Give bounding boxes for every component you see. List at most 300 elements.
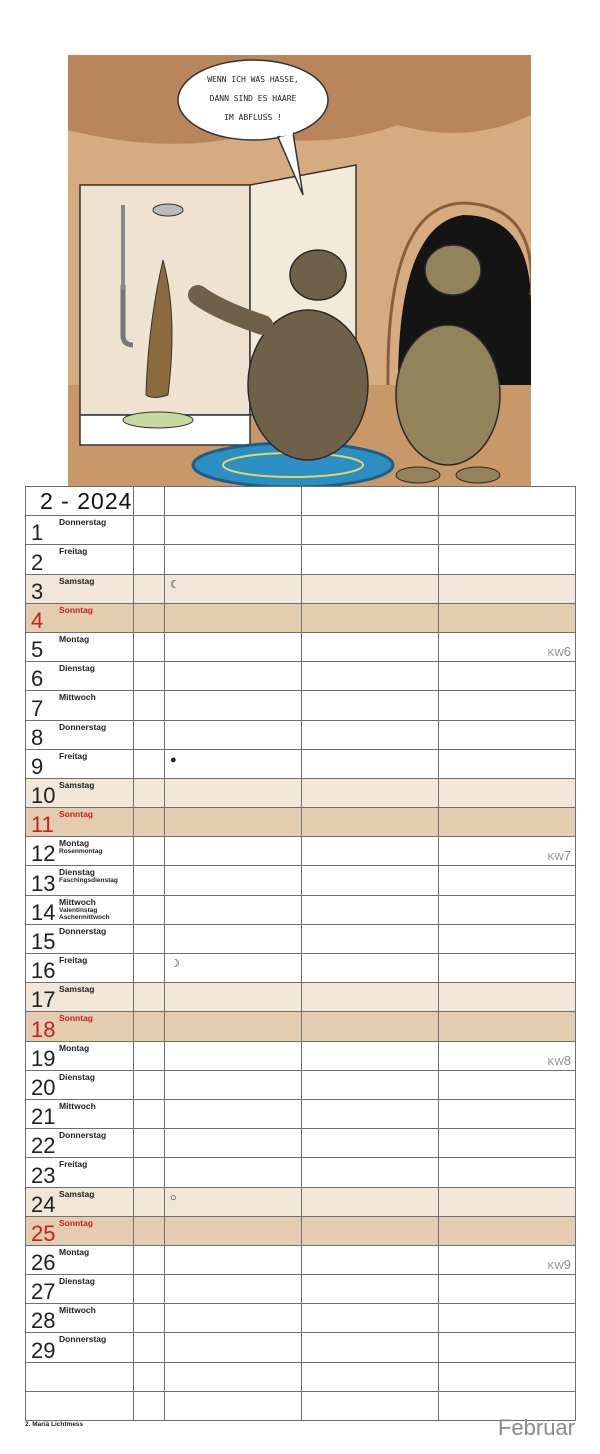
note-cell[interactable] bbox=[439, 749, 576, 778]
day-label-cell[interactable] bbox=[26, 924, 134, 953]
note-cell[interactable] bbox=[165, 662, 302, 691]
calendar-header-row bbox=[26, 487, 576, 516]
note-cell[interactable] bbox=[302, 895, 439, 924]
day-row bbox=[26, 1070, 576, 1099]
weekday-name bbox=[59, 1160, 87, 1169]
weekday-name-text: Mittwoch bbox=[59, 896, 96, 907]
weekday-name bbox=[59, 1131, 106, 1140]
holiday-label: Faschingsdienstag bbox=[59, 877, 118, 885]
note-cell[interactable] bbox=[302, 545, 439, 574]
day-label-cell[interactable] bbox=[26, 837, 134, 866]
day-number: 19 bbox=[31, 1045, 56, 1071]
weekday-name bbox=[59, 1073, 95, 1082]
week-number bbox=[548, 848, 571, 863]
note-cell[interactable] bbox=[165, 1129, 302, 1158]
day-row bbox=[26, 895, 576, 924]
note-cell[interactable] bbox=[302, 1099, 439, 1128]
note-cell[interactable] bbox=[302, 1304, 439, 1333]
day-row bbox=[26, 1333, 576, 1362]
note-cell[interactable] bbox=[165, 1216, 302, 1245]
note-cell[interactable] bbox=[165, 1158, 302, 1187]
speech-line-2: DANN SIND ES HAARE bbox=[209, 94, 297, 103]
empty-cell[interactable] bbox=[302, 1391, 439, 1420]
weekday-name bbox=[59, 839, 102, 855]
mini-cell[interactable] bbox=[134, 1041, 165, 1070]
mini-cell[interactable] bbox=[134, 1070, 165, 1099]
note-cell[interactable] bbox=[165, 954, 302, 983]
note-cell[interactable] bbox=[165, 778, 302, 807]
day-number: 4 bbox=[31, 607, 44, 633]
day-number: 7 bbox=[31, 695, 44, 721]
note-cell[interactable] bbox=[439, 632, 576, 661]
shower-drain bbox=[123, 412, 193, 428]
weekday-name-text: Dienstag bbox=[59, 1071, 95, 1082]
day-number: 17 bbox=[31, 987, 56, 1013]
month-label: Februar bbox=[497, 1415, 575, 1440]
mini-cell[interactable] bbox=[134, 1245, 165, 1274]
day-number: 18 bbox=[31, 1016, 56, 1042]
day-number: 14 bbox=[31, 899, 56, 925]
day-label-cell[interactable] bbox=[26, 1158, 134, 1187]
note-cell[interactable] bbox=[302, 808, 439, 837]
note-cell[interactable] bbox=[165, 749, 302, 778]
weekday-name-text: Montag bbox=[59, 633, 90, 644]
day-number: 6 bbox=[31, 666, 44, 692]
mini-cell[interactable] bbox=[134, 808, 165, 837]
weekday-name bbox=[59, 1044, 89, 1053]
moon-phase-icon: ☾ bbox=[170, 578, 180, 591]
note-cell[interactable] bbox=[302, 1275, 439, 1304]
mini-cell[interactable] bbox=[134, 1012, 165, 1041]
day-number: 11 bbox=[31, 812, 54, 838]
weekday-name bbox=[59, 1014, 93, 1023]
day-label-cell[interactable] bbox=[26, 983, 134, 1012]
note-cell[interactable] bbox=[439, 1070, 576, 1099]
day-row bbox=[26, 720, 576, 749]
day-label-cell[interactable] bbox=[26, 1041, 134, 1070]
moon-phase-icon: ● bbox=[170, 753, 177, 766]
day-label-cell[interactable] bbox=[26, 749, 134, 778]
week-number-label: KW bbox=[547, 1261, 564, 1273]
mini-cell[interactable] bbox=[134, 691, 165, 720]
empty-cell[interactable] bbox=[26, 1391, 134, 1420]
empty-cell[interactable] bbox=[134, 1391, 165, 1420]
day-row bbox=[26, 1245, 576, 1274]
note-cell[interactable] bbox=[302, 1129, 439, 1158]
note-cell[interactable] bbox=[439, 1012, 576, 1041]
note-cell[interactable] bbox=[302, 1070, 439, 1099]
empty-cell[interactable] bbox=[302, 1362, 439, 1391]
note-cell[interactable] bbox=[302, 1187, 439, 1216]
day-row bbox=[26, 1187, 576, 1216]
note-cell[interactable] bbox=[439, 545, 576, 574]
mini-cell[interactable] bbox=[134, 632, 165, 661]
day-row bbox=[26, 1041, 576, 1070]
mini-cell[interactable] bbox=[134, 516, 165, 545]
note-cell[interactable] bbox=[439, 1216, 576, 1245]
footnote: 2. Mariä Lichtmess bbox=[25, 1421, 84, 1428]
week-number-value: 9 bbox=[563, 1257, 571, 1273]
note-cell[interactable] bbox=[302, 983, 439, 1012]
weekday-name-text: Samstag bbox=[59, 984, 95, 995]
note-cell[interactable] bbox=[165, 1070, 302, 1099]
day-row bbox=[26, 1012, 576, 1041]
week-number-label: KW bbox=[547, 648, 564, 660]
empty-cell[interactable] bbox=[165, 1362, 302, 1391]
weekday-name-text: Donnerstag bbox=[59, 517, 107, 528]
note-cell[interactable] bbox=[165, 1099, 302, 1128]
day-row bbox=[26, 545, 576, 574]
weekday-name bbox=[59, 956, 87, 965]
weekday-name bbox=[59, 547, 87, 556]
weekday-name-text: Freitag bbox=[59, 546, 88, 557]
weekday-name bbox=[59, 810, 93, 819]
header-cell bbox=[134, 487, 165, 516]
weekday-name-text: Montag bbox=[59, 1246, 90, 1257]
note-cell[interactable] bbox=[165, 720, 302, 749]
weekday-name bbox=[59, 1277, 95, 1286]
day-row bbox=[26, 837, 576, 866]
weekday-name-text: Mittwoch bbox=[59, 692, 96, 703]
mini-cell[interactable] bbox=[134, 574, 165, 603]
day-row bbox=[26, 1158, 576, 1187]
day-label-cell[interactable] bbox=[26, 1333, 134, 1362]
weekday-name bbox=[59, 927, 106, 936]
weekday-name-text: Samstag bbox=[59, 575, 95, 586]
weekday-name bbox=[59, 1335, 106, 1344]
note-cell[interactable] bbox=[302, 720, 439, 749]
weekday-name bbox=[59, 1190, 94, 1199]
week-number-label: KW bbox=[547, 852, 564, 864]
day-label-cell[interactable] bbox=[26, 545, 134, 574]
note-cell[interactable] bbox=[302, 516, 439, 545]
note-cell[interactable] bbox=[439, 662, 576, 691]
weekday-name bbox=[59, 752, 87, 761]
week-number-label: KW bbox=[547, 1056, 564, 1068]
day-label-cell[interactable] bbox=[26, 1099, 134, 1128]
week-number bbox=[548, 644, 571, 659]
note-cell[interactable] bbox=[302, 749, 439, 778]
mini-cell[interactable] bbox=[134, 720, 165, 749]
empty-cell[interactable] bbox=[134, 1362, 165, 1391]
moon-phase-icon: ○ bbox=[170, 1191, 177, 1204]
day-label-cell[interactable] bbox=[26, 808, 134, 837]
note-cell[interactable] bbox=[439, 954, 576, 983]
note-cell[interactable] bbox=[302, 1333, 439, 1362]
note-cell[interactable] bbox=[302, 1041, 439, 1070]
weekday-name bbox=[59, 1219, 93, 1228]
week-number-value: 8 bbox=[563, 1052, 571, 1068]
mini-cell[interactable] bbox=[134, 545, 165, 574]
note-cell[interactable] bbox=[165, 545, 302, 574]
shower-head bbox=[153, 204, 183, 216]
weekday-name-text: Montag bbox=[59, 1042, 90, 1053]
empty-row bbox=[26, 1362, 576, 1391]
day-label-cell[interactable] bbox=[26, 720, 134, 749]
day-label-cell[interactable] bbox=[26, 662, 134, 691]
weekday-name bbox=[59, 868, 118, 884]
day-number: 15 bbox=[31, 929, 56, 954]
weekday-name bbox=[59, 1306, 96, 1315]
weekday-name-text: Sonntag bbox=[59, 809, 93, 820]
note-cell[interactable] bbox=[439, 1041, 576, 1070]
note-cell[interactable] bbox=[165, 574, 302, 603]
day-label-cell[interactable] bbox=[26, 778, 134, 807]
note-cell[interactable] bbox=[302, 1245, 439, 1274]
note-cell[interactable] bbox=[302, 574, 439, 603]
note-cell[interactable] bbox=[439, 924, 576, 953]
week-number-value: 7 bbox=[563, 848, 571, 864]
week-number-value: 6 bbox=[563, 644, 571, 660]
week-number bbox=[548, 1257, 571, 1272]
note-cell[interactable] bbox=[439, 1187, 576, 1216]
day-number: 29 bbox=[31, 1337, 56, 1363]
month-year-header: 2 - 2024 bbox=[26, 487, 134, 516]
note-cell[interactable] bbox=[439, 574, 576, 603]
note-cell[interactable] bbox=[439, 691, 576, 720]
weekday-name bbox=[59, 898, 133, 921]
note-cell[interactable] bbox=[302, 1012, 439, 1041]
weekday-name-text: Samstag bbox=[59, 1188, 95, 1199]
day-number: 27 bbox=[31, 1279, 56, 1305]
weekday-name-text: Freitag bbox=[59, 955, 88, 965]
day-label-cell[interactable] bbox=[26, 1012, 134, 1041]
day-number: 1 bbox=[31, 520, 44, 546]
day-label-cell[interactable] bbox=[26, 866, 134, 895]
weekday-name bbox=[59, 635, 89, 644]
weekday-name-text: Dienstag bbox=[59, 663, 95, 674]
mini-cell[interactable] bbox=[134, 1216, 165, 1245]
day-row bbox=[26, 1129, 576, 1158]
note-cell[interactable] bbox=[439, 1333, 576, 1362]
note-cell[interactable] bbox=[439, 1129, 576, 1158]
day-label-cell[interactable] bbox=[26, 895, 134, 924]
moon-phase-icon: ☽ bbox=[170, 958, 180, 970]
day-label-cell[interactable] bbox=[26, 603, 134, 632]
note-cell[interactable] bbox=[439, 516, 576, 545]
day-label-cell[interactable] bbox=[26, 954, 134, 983]
day-number: 5 bbox=[31, 637, 44, 663]
note-cell[interactable] bbox=[302, 603, 439, 632]
note-cell[interactable] bbox=[439, 837, 576, 866]
weekday-name-text: Donnerstag bbox=[59, 721, 107, 732]
note-cell[interactable] bbox=[165, 1333, 302, 1362]
note-cell[interactable] bbox=[165, 837, 302, 866]
day-label-cell[interactable] bbox=[26, 1216, 134, 1245]
day-number: 10 bbox=[31, 783, 56, 809]
note-cell[interactable] bbox=[165, 516, 302, 545]
mini-cell[interactable] bbox=[134, 1158, 165, 1187]
speech-bubble-joint bbox=[280, 133, 293, 135]
note-cell[interactable] bbox=[439, 1245, 576, 1274]
bear-head-left bbox=[290, 250, 346, 300]
day-number: 22 bbox=[31, 1133, 56, 1159]
header-cell bbox=[439, 487, 576, 516]
note-cell[interactable] bbox=[165, 1275, 302, 1304]
mini-cell[interactable] bbox=[134, 1304, 165, 1333]
day-number: 23 bbox=[31, 1162, 56, 1188]
note-cell[interactable] bbox=[302, 632, 439, 661]
day-number: 9 bbox=[31, 753, 44, 779]
weekday-name-text: Dienstag bbox=[59, 1276, 95, 1287]
mini-cell[interactable] bbox=[134, 1129, 165, 1158]
note-cell[interactable] bbox=[165, 1245, 302, 1274]
note-cell[interactable] bbox=[439, 778, 576, 807]
note-cell[interactable] bbox=[302, 866, 439, 895]
mini-cell[interactable] bbox=[134, 1275, 165, 1304]
weekday-name bbox=[59, 1102, 96, 1111]
mini-cell[interactable] bbox=[134, 866, 165, 895]
day-label-cell[interactable] bbox=[26, 1245, 134, 1274]
mini-cell[interactable] bbox=[134, 778, 165, 807]
note-cell[interactable] bbox=[302, 778, 439, 807]
day-row bbox=[26, 778, 576, 807]
day-number: 2 bbox=[31, 549, 44, 575]
weekday-name bbox=[59, 606, 93, 615]
note-cell[interactable] bbox=[165, 866, 302, 895]
day-number: 20 bbox=[31, 1074, 56, 1100]
day-row bbox=[26, 749, 576, 778]
day-number: 26 bbox=[31, 1250, 56, 1276]
empty-cell[interactable] bbox=[165, 1391, 302, 1420]
note-cell[interactable] bbox=[439, 1099, 576, 1128]
weekday-name bbox=[59, 985, 94, 994]
bear-body-right bbox=[396, 325, 500, 465]
note-cell[interactable] bbox=[165, 1012, 302, 1041]
weekday-name bbox=[59, 518, 106, 527]
note-cell[interactable] bbox=[165, 1187, 302, 1216]
note-cell[interactable] bbox=[165, 924, 302, 953]
note-cell[interactable] bbox=[165, 808, 302, 837]
day-number: 12 bbox=[31, 841, 56, 867]
day-row bbox=[26, 574, 576, 603]
day-row bbox=[26, 516, 576, 545]
note-cell[interactable] bbox=[439, 720, 576, 749]
empty-row bbox=[26, 1391, 576, 1420]
weekday-name-text: Mittwoch bbox=[59, 1100, 96, 1111]
note-cell[interactable] bbox=[302, 1158, 439, 1187]
day-row bbox=[26, 603, 576, 632]
weekday-name-text: Freitag bbox=[59, 750, 88, 761]
note-cell[interactable] bbox=[302, 837, 439, 866]
bear-foot-right-a bbox=[396, 467, 440, 483]
holiday-label: Valentinstag Aschermittwoch bbox=[59, 906, 110, 921]
note-cell[interactable] bbox=[439, 895, 576, 924]
day-row bbox=[26, 1304, 576, 1333]
day-row bbox=[26, 808, 576, 837]
day-label-cell[interactable] bbox=[26, 1304, 134, 1333]
note-cell[interactable] bbox=[165, 1041, 302, 1070]
day-row bbox=[26, 866, 576, 895]
mini-cell[interactable] bbox=[134, 954, 165, 983]
day-number: 8 bbox=[31, 724, 44, 750]
mini-cell[interactable] bbox=[134, 924, 165, 953]
weekday-name-text: Freitag bbox=[59, 1159, 88, 1170]
day-label-cell[interactable] bbox=[26, 1187, 134, 1216]
mini-cell[interactable] bbox=[134, 1187, 165, 1216]
note-cell[interactable] bbox=[165, 983, 302, 1012]
bear-head-right bbox=[425, 245, 481, 295]
day-row bbox=[26, 1216, 576, 1245]
day-label-cell[interactable] bbox=[26, 516, 134, 545]
day-row bbox=[26, 662, 576, 691]
note-cell[interactable] bbox=[302, 691, 439, 720]
weekday-name-text: Donnerstag bbox=[59, 1334, 107, 1345]
mini-cell[interactable] bbox=[134, 895, 165, 924]
note-cell[interactable] bbox=[165, 603, 302, 632]
note-cell[interactable] bbox=[439, 603, 576, 632]
day-number: 3 bbox=[31, 578, 44, 604]
weekday-name-text: Mittwoch bbox=[59, 1305, 96, 1316]
note-cell[interactable] bbox=[439, 1158, 576, 1187]
day-number: 21 bbox=[31, 1104, 56, 1130]
weekday-name bbox=[59, 723, 106, 732]
weekday-name-text: Dienstag bbox=[59, 867, 95, 878]
calendar-grid bbox=[25, 486, 576, 1421]
note-cell[interactable] bbox=[439, 808, 576, 837]
day-number: 28 bbox=[31, 1308, 56, 1334]
weekday-name bbox=[59, 1248, 89, 1257]
weekday-name-text: Sonntag bbox=[59, 604, 93, 615]
day-row bbox=[26, 691, 576, 720]
day-row bbox=[26, 954, 576, 983]
note-cell[interactable] bbox=[302, 1216, 439, 1245]
day-number: 24 bbox=[31, 1191, 56, 1217]
note-cell[interactable] bbox=[439, 1304, 576, 1333]
mini-cell[interactable] bbox=[134, 837, 165, 866]
day-label-cell[interactable] bbox=[26, 632, 134, 661]
weekday-name bbox=[59, 577, 94, 586]
day-label-cell[interactable] bbox=[26, 1129, 134, 1158]
day-row bbox=[26, 983, 576, 1012]
speech-line-3: IM ABFLUSS ! bbox=[224, 113, 282, 122]
note-cell[interactable] bbox=[302, 924, 439, 953]
mini-cell[interactable] bbox=[134, 603, 165, 632]
empty-cell[interactable] bbox=[439, 1362, 576, 1391]
day-label-cell[interactable] bbox=[26, 574, 134, 603]
week-number bbox=[548, 1053, 571, 1068]
mini-cell[interactable] bbox=[134, 1333, 165, 1362]
cartoon-illustration bbox=[68, 55, 531, 486]
weekday-name-text: Samstag bbox=[59, 779, 95, 790]
weekday-name-text: Donnerstag bbox=[59, 925, 107, 936]
note-cell[interactable] bbox=[165, 691, 302, 720]
note-cell[interactable] bbox=[302, 954, 439, 983]
header-cell bbox=[302, 487, 439, 516]
day-label-cell[interactable] bbox=[26, 1070, 134, 1099]
note-cell[interactable] bbox=[439, 983, 576, 1012]
header-cell bbox=[165, 487, 302, 516]
note-cell[interactable] bbox=[165, 895, 302, 924]
mini-cell[interactable] bbox=[134, 1099, 165, 1128]
day-label-cell[interactable] bbox=[26, 1275, 134, 1304]
mini-cell[interactable] bbox=[134, 983, 165, 1012]
note-cell[interactable] bbox=[302, 662, 439, 691]
day-label-cell[interactable] bbox=[26, 691, 134, 720]
note-cell[interactable] bbox=[439, 866, 576, 895]
cartoon-svg bbox=[68, 55, 531, 486]
note-cell[interactable] bbox=[439, 1275, 576, 1304]
mini-cell[interactable] bbox=[134, 662, 165, 691]
weekday-name bbox=[59, 664, 95, 673]
speech-line-1: WENN ICH WAS HASSE, bbox=[207, 75, 299, 84]
empty-cell[interactable] bbox=[26, 1362, 134, 1391]
note-cell[interactable] bbox=[165, 1304, 302, 1333]
mini-cell[interactable] bbox=[134, 749, 165, 778]
weekday-name bbox=[59, 693, 96, 702]
note-cell[interactable] bbox=[165, 632, 302, 661]
holiday-label: Rosenmontag bbox=[59, 848, 103, 856]
